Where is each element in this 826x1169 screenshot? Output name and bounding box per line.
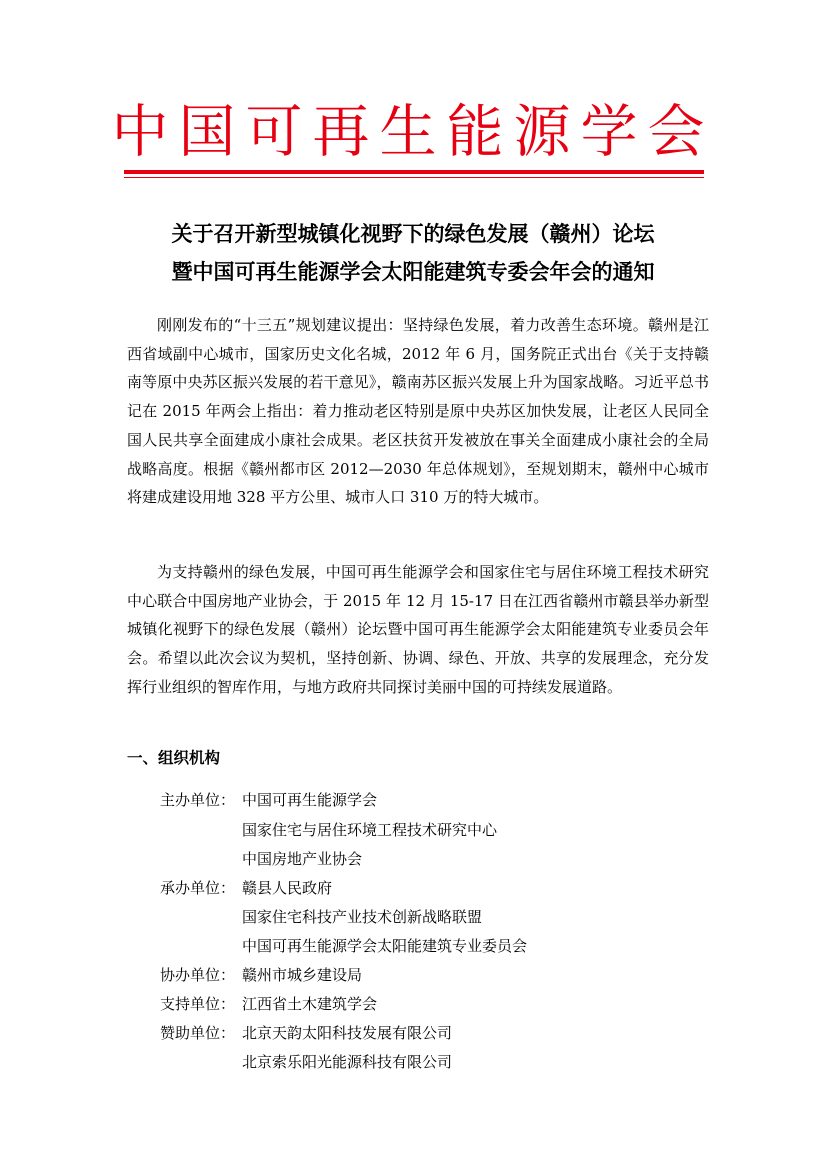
org-row-organizer (160, 874, 332, 902)
org-row-value: 国家住宅科技产业技术创新战略联盟 (242, 908, 483, 926)
org-row-organizer-cont (242, 903, 482, 931)
org-row-value: 北京天韵太阳科技发展有限公司 (242, 1024, 453, 1042)
org-row-label: 支持单位： (160, 995, 236, 1013)
org-row-organizer-cont (242, 932, 527, 960)
org-row-value: 中国房地产业协会 (242, 850, 363, 868)
body-paragraph-2: 为支持赣州的绿色发展，中国可再生能源学会和国家住宅与居住环境工程技术研究中心联合中国房地产业协会，于 2015 年 12 月 15-17 日在江西省赣州市赣县举办新型城镇化视野下的绿色发展（赣州）论坛暨中国可再生能源学会太阳能建筑专业委员会年会。希望以此次会议为契机，坚持创新、协调、绿色、开放、共享的发展理念，充分发挥行业组织的智库作用，与地方政府共同探讨美丽中国的可持续发展道路。 (127, 563, 709, 696)
org-row-value: 江西省土木建筑学会 (242, 995, 378, 1013)
org-row-label: 主办单位： (160, 791, 236, 809)
notice-title-line-1: 关于召开新型城镇化视野下的绿色发展（赣州）论坛 (171, 222, 655, 246)
letterhead-red-rule-thick (124, 170, 704, 174)
org-row-value: 中国可再生能源学会太阳能建筑专业委员会 (242, 937, 528, 955)
org-letterhead-title: 中国可再生能源学会 (111, 99, 715, 165)
org-row-co-organizer (160, 961, 362, 989)
notice-title-line-2: 暨中国可再生能源学会太阳能建筑专委会年会的通知 (171, 260, 655, 284)
org-row-host (160, 786, 377, 814)
org-row-value: 国家住宅与居住环境工程技术研究中心 (242, 821, 498, 839)
org-row-value: 赣州市城乡建设局 (242, 966, 363, 984)
body-paragraph-1: 刚刚发布的“十三五”规划建议提出：坚持绿色发展，着力改善生态环境。赣州是江西省域副中心城市，国家历史文化名城，2012 年 6 月，国务院正式出台《关于支持赣南等原中央苏区振兴发展的若干意见》，赣南苏区振兴发展上升为国家战略。习近平总书记在 2015 年两会上指出：着力推动老区特别是原中央苏区加快发展，让老区人民同全国人民共享全面建成小康社会成果。老区扶贫开发被放在事关全面建成小康社会的全局战略高度。根据《赣州都市区 2012—2030 年总体规划》，至规划期末，赣州中心城市将建成建设用地 328 平方公里、城市人口 310 万的特大城市。 (127, 316, 709, 507)
org-row-value: 北京索乐阳光能源科技有限公司 (242, 1053, 453, 1071)
org-row-label: 承办单位： (160, 879, 236, 897)
org-row-label: 赞助单位： (160, 1024, 236, 1042)
org-row-host-cont (242, 816, 497, 844)
org-row-host-cont (242, 845, 362, 873)
org-row-value: 赣县人民政府 (242, 879, 333, 897)
org-row-sponsor (160, 1019, 452, 1047)
letterhead-red-rule-thin (124, 177, 704, 178)
section-heading-organization: 一、组织机构 (127, 749, 221, 767)
org-row-supporter (160, 990, 377, 1018)
org-row-sponsor-cont (242, 1048, 452, 1076)
org-row-value: 中国可再生能源学会 (242, 791, 378, 809)
org-row-label: 协办单位： (160, 966, 236, 984)
